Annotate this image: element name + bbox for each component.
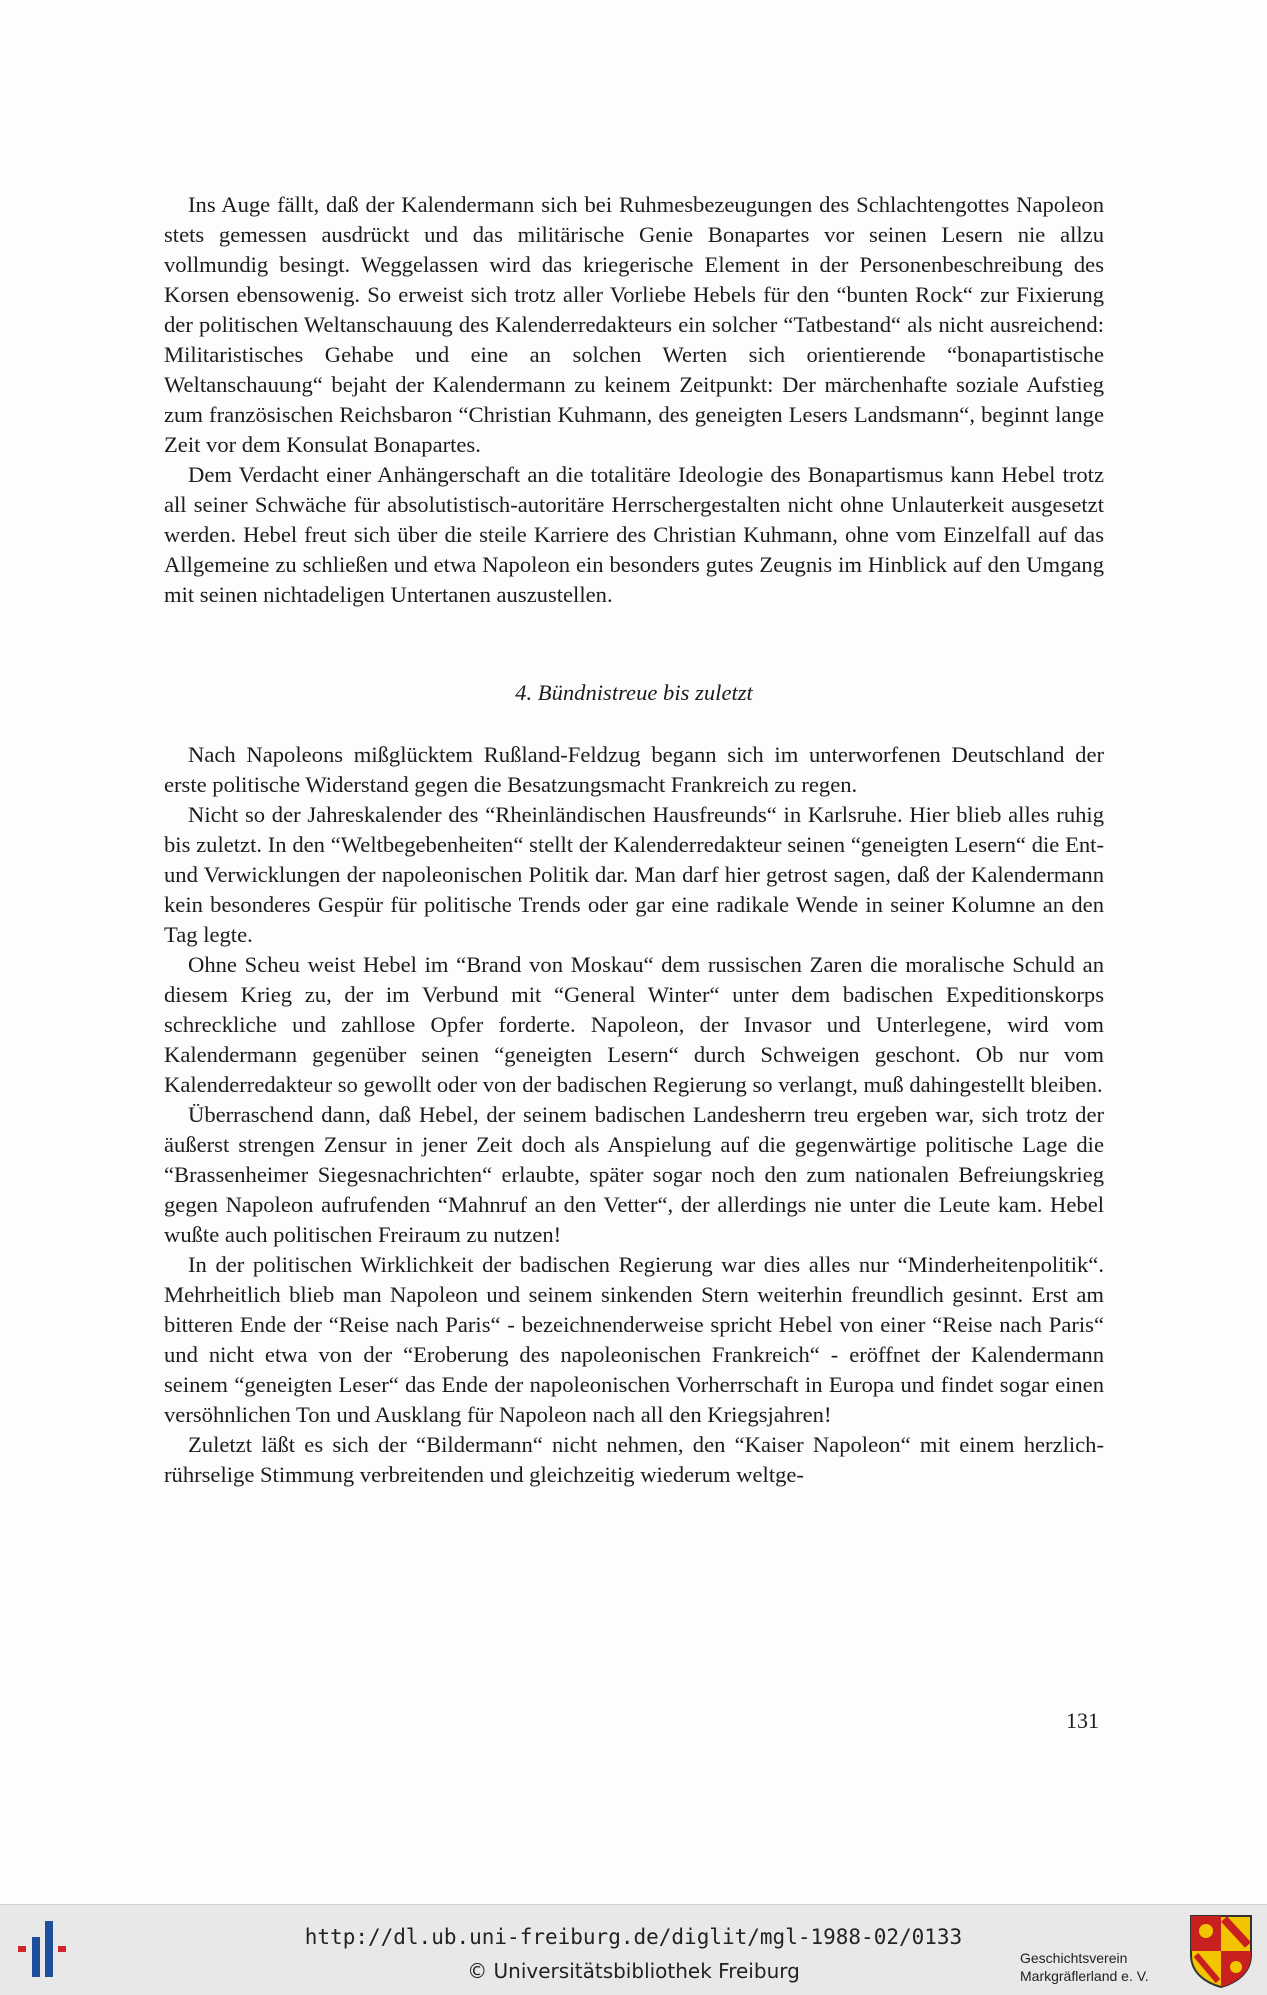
paragraph: Überraschend dann, daß Hebel, der seinem badischen Landesherrn treu ergeben war, sich trotz der äußerst strengen Zensur in jener Zeit doch als Anspielung auf die gegenwärtige politische Lage die “Brassenheimer Siegesnachrichten“ erlaubte, später sogar noch den zum nationalen Befreiungskrieg gegen Napoleon aufrufenden “Mahnruf an den Vetter“, der allerdings nie unter die Leute kam. Hebel wußte auch politischen Freiraum zu nutzen! (164, 1102, 1104, 1247)
paragraph: In der politischen Wirklichkeit der badischen Regierung war dies alles nur “Minderheitenpolitik“. Mehrheitlich blieb man Napoleon und seinem sinkenden Stern weiterhin freundlich gesinnt. Erst am bitteren Ende der “Reise nach Paris“ - bezeichnenderweise spricht Hebel von einer “Reise nach Paris“ und nicht etwa von der “Eroberung des napoleonischen Frankreich“ - eröffnet der Kalendermann seinem “geneigten Leser“ das Ende der napoleonischen Vorherrschaft in Europa und findet sogar einen versöhnlichen Ton und Ausklang für Napoleon nach all den Kriegsjahren! (164, 1252, 1104, 1427)
paragraph: Dem Verdacht einer Anhängerschaft an die totalitäre Ideologie des Bonapartismus kann Hebel trotz all seiner Schwäche für absolutistisch-autoritäre Herrschergestalten nicht ohne Unlauterkeit ausgesetzt werden. Hebel freut sich über die steile Karriere des Christian Kuhmann, ohne vom Einzelfall auf das Allgemeine zu schließen und etwa Napoleon ein besonders gutes Zeugnis im Hinblick auf den Umgang mit seinen nichtadeligen Untertanen auszustellen. (164, 462, 1104, 607)
section-heading: 4. Bündnistreue bis zuletzt (515, 680, 753, 705)
body-text (164, 190, 1104, 1490)
paragraph: Zuletzt läßt es sich der “Bildermann“ nicht nehmen, den “Kaiser Napoleon“ mit einem herzlich-rührselige Stimmung verbreitenden und gleichzeitig wiederum weltge- (164, 1432, 1104, 1487)
society-name-line: Geschichtsverein (1020, 1950, 1128, 1966)
coat-of-arms-icon[interactable] (1188, 1913, 1254, 1989)
page-number: 131 (1066, 1708, 1099, 1733)
paragraph: Ins Auge fällt, daß der Kalendermann sich bei Ruhmesbezeugungen des Schlachtengottes Napoleon stets gemessen ausdrückt und das militärische Genie Bonapartes vor seinen Lesern nie allzu vollmundig besingt. Weggelassen wird das kriegerische Element in der Personenbeschreibung des Korsen ebensowenig. So erweist sich trotz aller Vorliebe Hebels für den “bunten Rock“ zur Fixierung der politischen Weltanschauung des Kalenderredakteurs ein solcher “Tatbestand“ als nicht ausreichend: Militaristisches Gehabe und eine an solchen Werten sich orientierende “bonapartistische Weltanschauung“ bejaht der Kalendermann zu keinem Zeitpunkt: Der märchenhafte soziale Aufstieg zum französischen Reichsbaron “Christian Kuhmann, des geneigten Lesers Landsmann“, beginnt lange Zeit vor dem Konsulat Bonapartes. (164, 192, 1104, 457)
society-name (1020, 1949, 1185, 1985)
footer-bar (0, 1904, 1267, 1995)
paragraph: Nicht so der Jahreskalender des “Rheinländischen Hausfreunds“ in Karlsruhe. Hier blieb alles ruhig bis zuletzt. In den “Weltbegebenheiten“ stellt der Kalenderredakteur seinen “geneigten Lesern“ die Ent- und Verwicklungen der napoleonischen Politik dar. Man darf hier getrost sagen, daß der Kalendermann kein besonderes Gespür für politische Trends oder gar eine radikale Wende in seiner Kolumne an den Tag legte. (164, 802, 1104, 947)
document-url-link[interactable]: http://dl.ub.uni-freiburg.de/diglit/mgl-1988-02/0133 (304, 1925, 963, 1949)
paragraph: Ohne Scheu weist Hebel im “Brand von Moskau“ dem russischen Zaren die moralische Schuld an diesem Krieg zu, der im Verbund mit “General Winter“ unter dem badischen Expeditionskorps schreckliche und zahllose Opfer forderte. Napoleon, der Invasor und Unterlegene, wird vom Kalendermann gegenüber seinen “geneigten Lesern“ durch Schweigen geschont. Ob nur vom Kalenderredakteur so gewollt oder von der badischen Regierung so verlangt, muß dahingestellt bleiben. (164, 952, 1104, 1097)
society-name-line: Markgräflerland e. V. (1020, 1968, 1149, 1984)
paragraph: Nach Napoleons mißglücktem Rußland-Feldzug begann sich im unterworfenen Deutschland der erste politische Widerstand gegen die Besatzungsmacht Frankreich zu regen. (164, 742, 1104, 797)
copyright-text: © Universitätsbibliothek Freiburg (467, 1959, 800, 1983)
